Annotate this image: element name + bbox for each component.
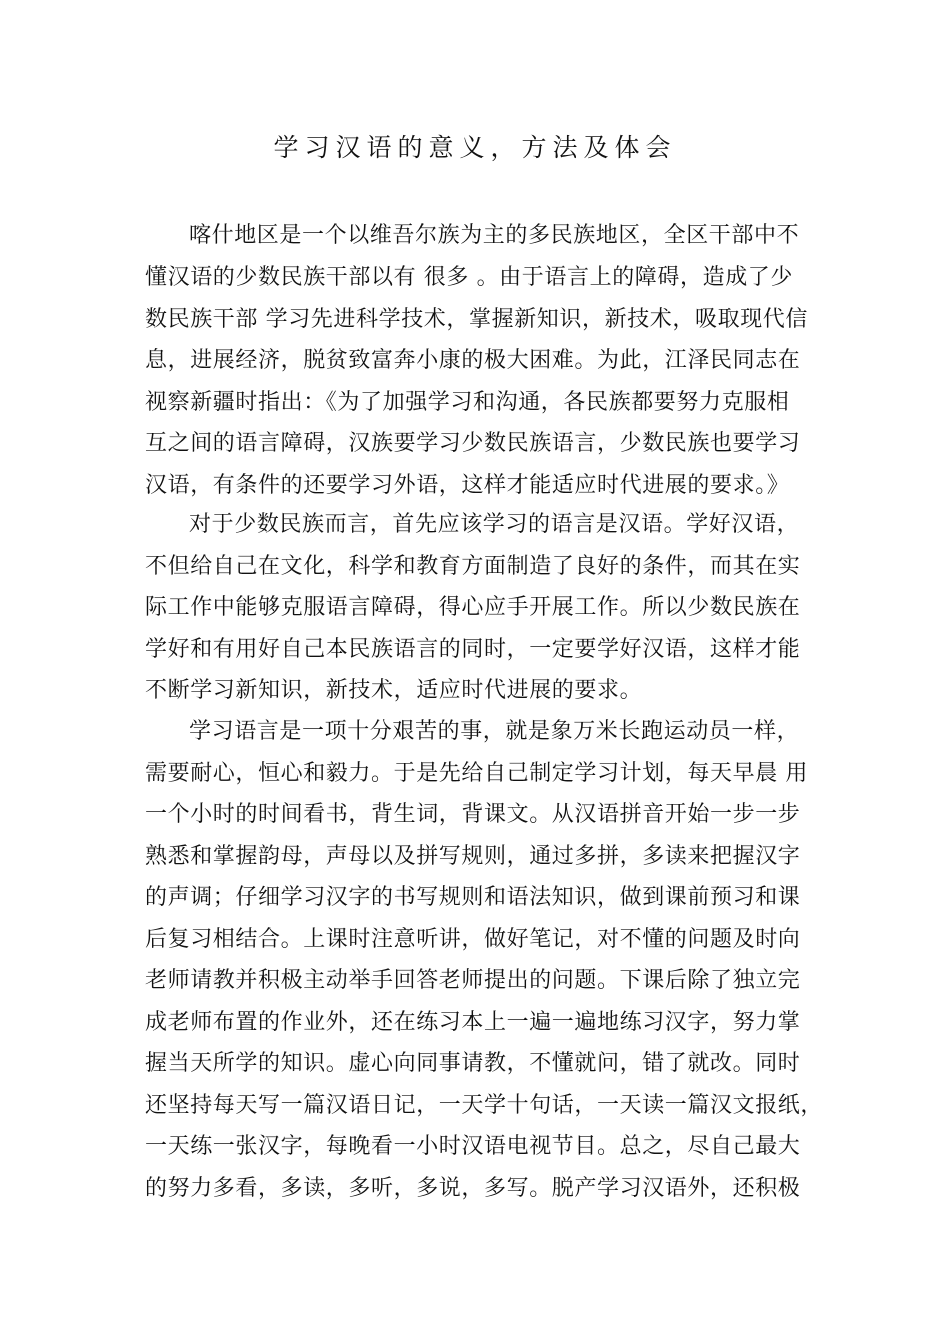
text-line: 视察新疆时指出：《为了加强学习和沟通，各民族都要努力克服相 [145, 390, 790, 415]
text-line: 熟悉和掌握韵母，声母以及拼写规则，通过多拼，多读来把握汉字 [145, 844, 801, 869]
text-line: 学习语言是一项十分艰苦的事，就是象万米长跑运动员一样， [189, 719, 800, 744]
text-line: 成老师布置的作业外，还在练习本上一遍一遍地练习汉字，努力掌 [145, 1010, 801, 1035]
text-line: 一个小时的时间看书，背生词，背课文。从汉语拼音开始一步一步 [145, 802, 801, 827]
text-line: 需要耐心，恒心和毅力。于是先给自己制定学习计划，每天早晨 用 [145, 761, 808, 786]
text-line: 数民族干部 学习先进科学技术，掌握新知识，新技术，吸取现代信 [145, 307, 808, 332]
text-line: 的努力多看，多读，多听，多说，多写。脱产学习汉语外，还积极 [145, 1176, 801, 1201]
text-line: 际工作中能够克服语言障碍，得心应手开展工作。所以少数民族在 [145, 595, 801, 620]
text-line: 对于少数民族而言，首先应该学习的语言是汉语。学好汉语， [189, 512, 800, 537]
text-line: 懂汉语的少数民族干部以有 很多 。由于语言上的障碍，造成了少 [145, 265, 793, 290]
text-line: 握当天所学的知识。虚心向同事请教，不懂就问，错了就改。同时 [145, 1051, 801, 1076]
text-line: 老师请教并积极主动举手回答老师提出的问题。下课后除了独立完 [145, 968, 801, 993]
text-line: 不断学习新知识，新技术，适应时代进展的要求。 [145, 678, 643, 703]
document-title: 学习汉语的意义，方法及体会 [273, 133, 677, 162]
text-line: 息，进展经济，脱贫致富奔小康的极大困难。为此，江泽民同志在 [145, 348, 801, 373]
text-line: 汉语，有条件的还要学习外语，这样才能适应时代进展的要求。》 [145, 473, 790, 498]
text-line: 学好和有用好自己本民族语言的同时，一定要学好汉语，这样才能 [145, 637, 801, 662]
text-line: 后复习相结合。上课时注意听讲，做好笔记，对不懂的问题及时向 [145, 927, 801, 952]
text-line: 一天练一张汉字，每晚看一小时汉语电视节目。总之，尽自己最大 [145, 1134, 801, 1159]
text-line: 还坚持每天写一篇汉语日记，一天学十句话，一天读一篇汉文报纸， [145, 1093, 824, 1118]
text-line: 喀什地区是一个以维吾尔族为主的多民族地区，全区干部中不 [189, 223, 800, 248]
text-line: 的声调；仔细学习汉字的书写规则和语法知识，做到课前预习和课 [145, 885, 801, 910]
text-line: 不但给自己在文化，科学和教育方面制造了良好的条件，而其在实 [145, 554, 801, 579]
text-line: 互之间的语言障碍，汉族要学习少数民族语言，少数民族也要学习 [145, 431, 801, 456]
